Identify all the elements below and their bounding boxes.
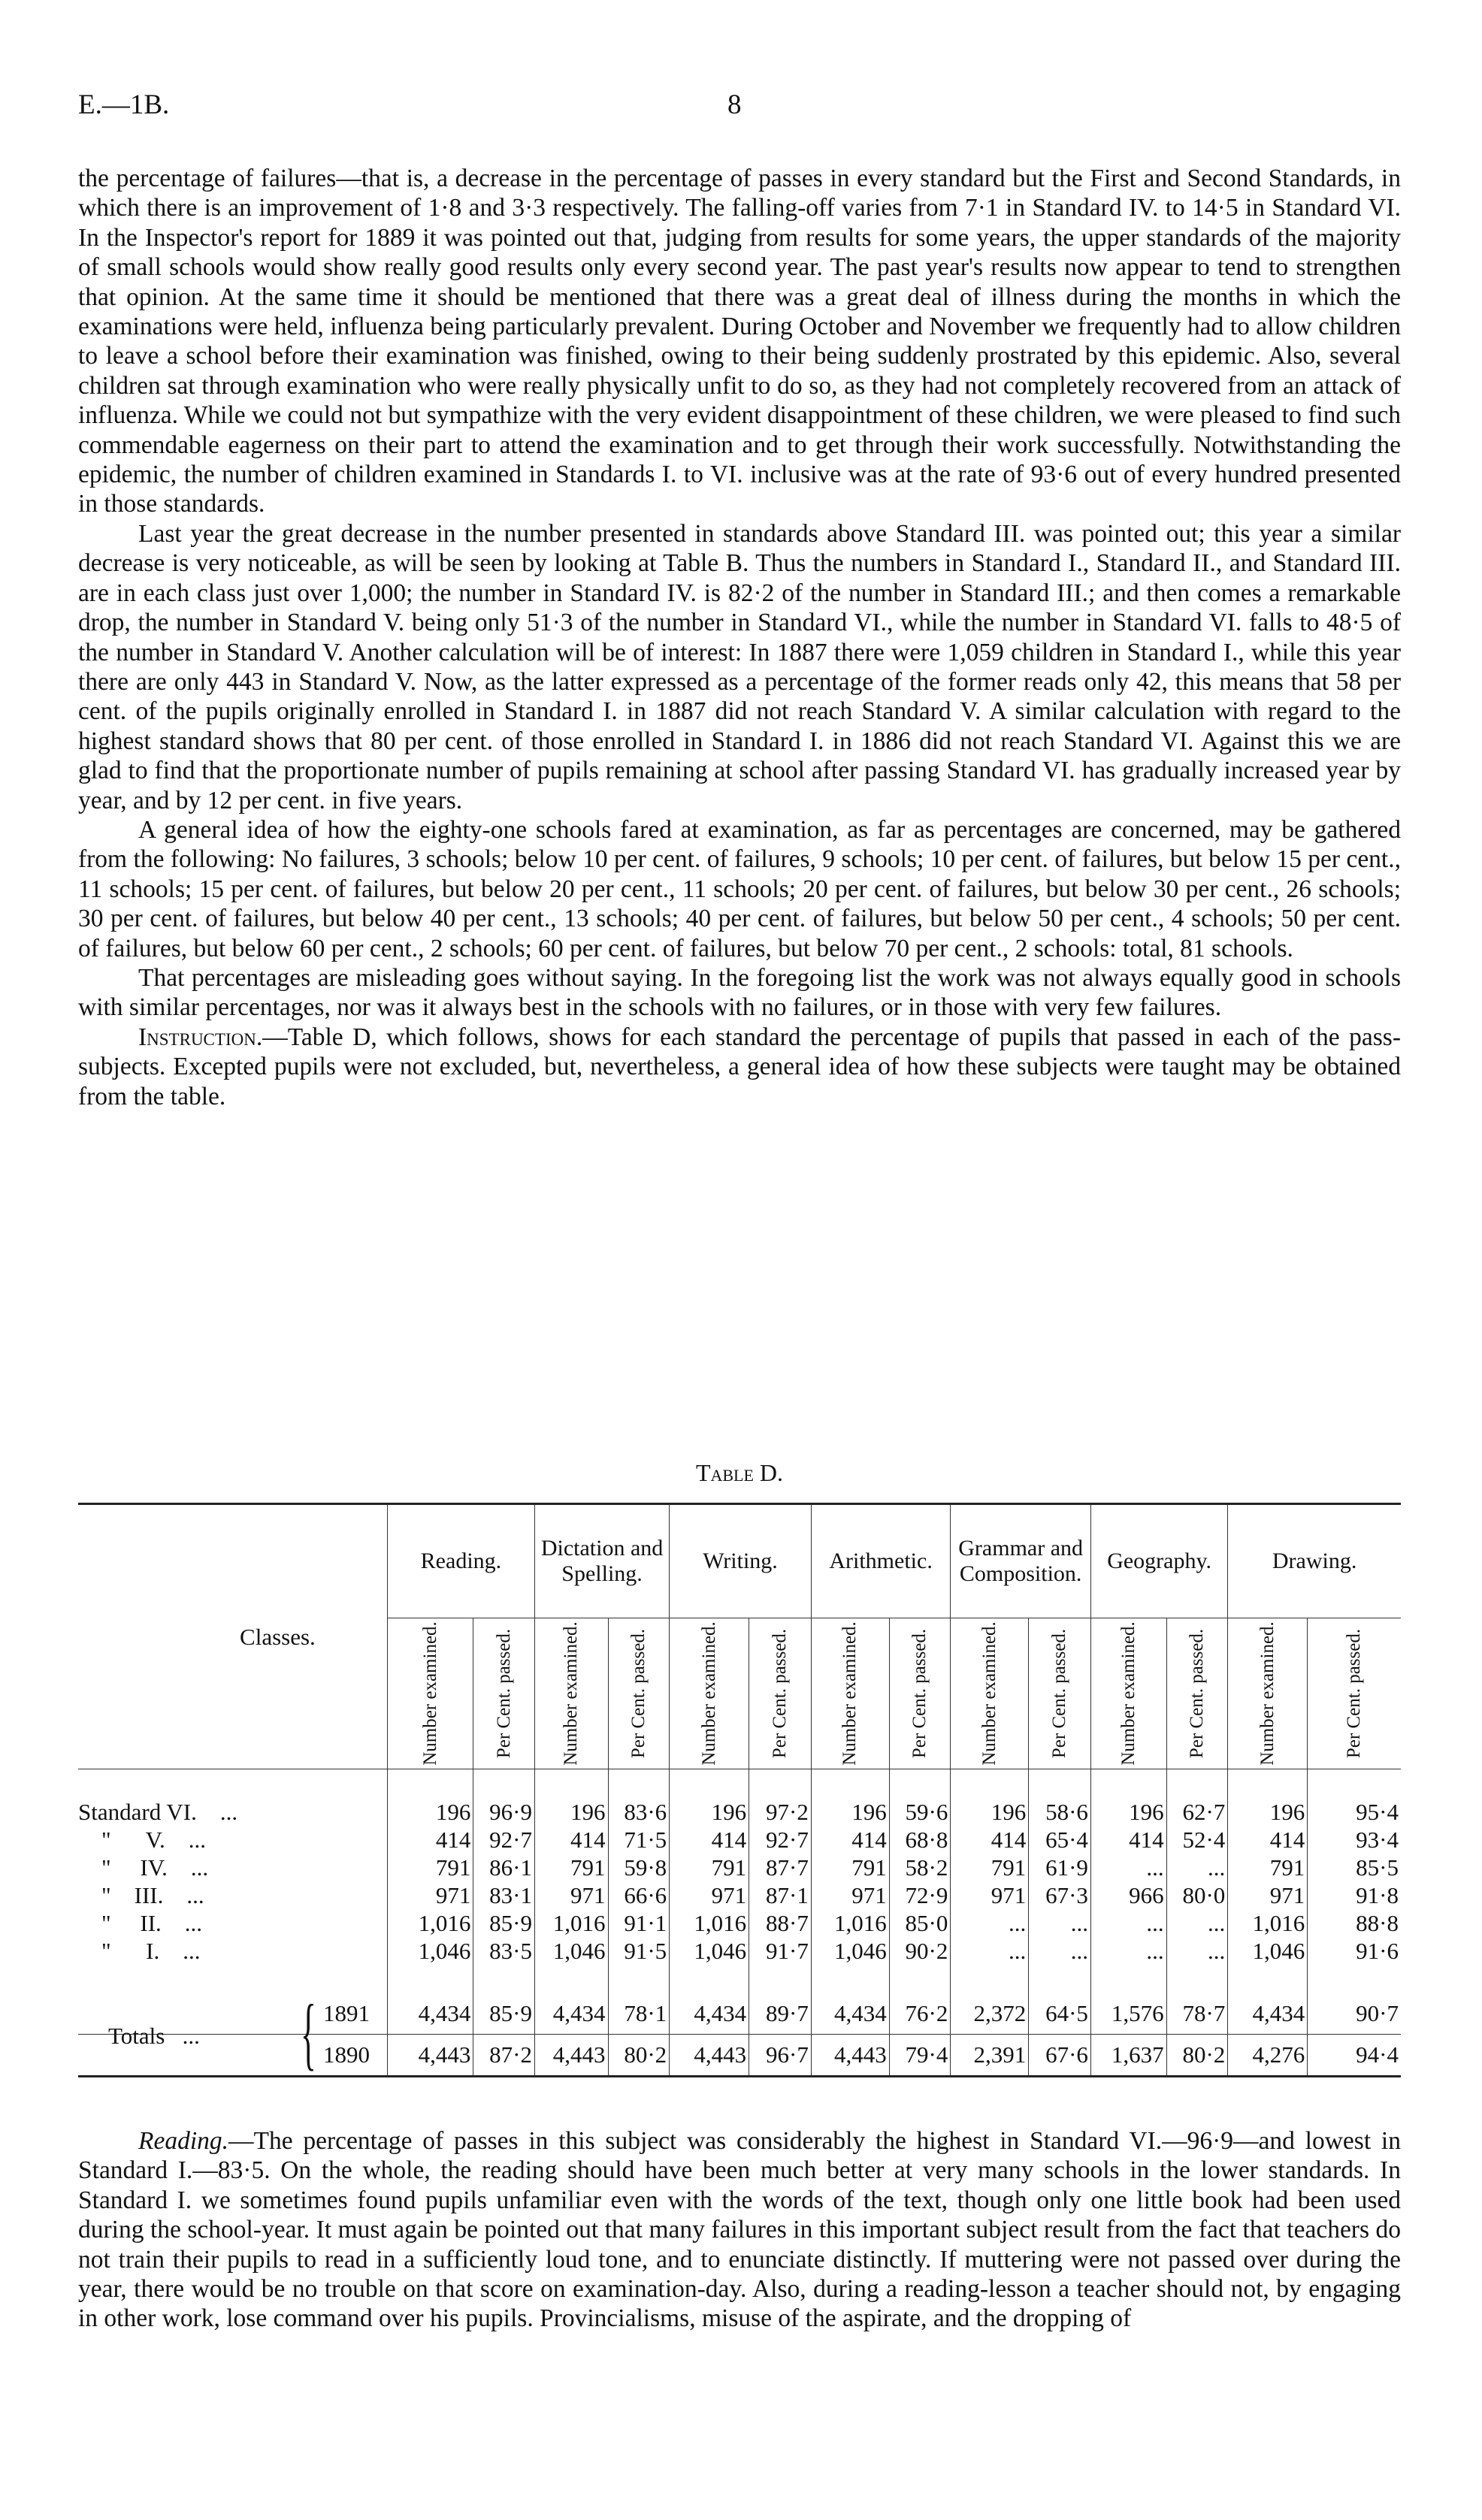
page-header bbox=[78, 89, 1401, 134]
table-cell: ... bbox=[1166, 1909, 1228, 1937]
table-cell: 87·1 bbox=[749, 1881, 812, 1909]
totals-cell: 2,391 bbox=[951, 2035, 1029, 2077]
table-title: Table D. bbox=[695, 1459, 784, 1486]
row-label: " I. ... bbox=[78, 1938, 201, 1964]
totals-cell: 1,637 bbox=[1090, 2035, 1166, 2077]
paragraph-school-results: A general idea of how the eighty-one schools fared at examination, as far as percentages are concerned, may be gathered from the following: No failures, 3 schools; below 10 per cent. of failures, 9 schools; 10 per cent. of failures, but below 15 per cent., 11 schools; 15 per cent. of failures, but below 20 per cent., 11 schools; 20 per cent. of failures, but below 30 per cent., 26 schools; 30 per cent. of failures, but below 40 per cent., 13 schools; 40 per cent. of failures, but below 50 per cent., 4 schools; 50 per cent. of failures, but below 60 per cent., 2 schools; 60 per cent. of failures, but below 70 per cent., 2 schools: total, 81 schools. bbox=[78, 815, 1401, 962]
table-cell: 196 bbox=[1090, 1798, 1166, 1826]
table-cell: ... bbox=[951, 1937, 1029, 1965]
totals-cell: 85·9 bbox=[473, 1993, 535, 2035]
table-cell: 414 bbox=[1090, 1826, 1166, 1854]
totals-year: 1890 bbox=[323, 2041, 370, 2068]
table-cell: 62·7 bbox=[1166, 1798, 1228, 1826]
number-examined-header bbox=[670, 1618, 749, 1769]
table-cell: 85·5 bbox=[1308, 1854, 1401, 1881]
table-cell: 83·6 bbox=[608, 1798, 670, 1826]
table-cell: 971 bbox=[811, 1881, 889, 1909]
totals-year-cell bbox=[78, 2035, 387, 2077]
table-cell: 791 bbox=[534, 1854, 608, 1881]
number-examined-header bbox=[1228, 1618, 1308, 1769]
totals-cell: 4,443 bbox=[534, 2035, 608, 2077]
totals-cell: 4,434 bbox=[534, 1993, 608, 2035]
table-cell: 88·7 bbox=[749, 1909, 812, 1937]
table-cell: 91·7 bbox=[749, 1937, 812, 1965]
totals-cell: 89·7 bbox=[749, 1993, 812, 2035]
number-examined-header bbox=[951, 1618, 1029, 1769]
table-cell: 65·4 bbox=[1029, 1826, 1091, 1854]
subject-header: Drawing. bbox=[1228, 1504, 1401, 1618]
table-cell: 91·6 bbox=[1308, 1937, 1401, 1965]
table-cell: 93·4 bbox=[1308, 1826, 1401, 1854]
paragraph-continuation: the percentage of failures—that is, a decrease in the percentage of passes in every standard but the First and Second Standards, in which there is an improvement of 1·8 and 3·3 respectively. The falling-off varies from 7·1 in Standard IV. to 14·5 in Standard VI. In the Inspector's report for 1889 it was pointed out that, judging from results for some years, the upper standards of the majority of small schools would show really good results only every second year. The past year's results now appear to tend to strengthen that opinion. At the same time it should be mentioned that there was a great deal of illness during the months in which the examinations were held, influenza being particularly prevalent. During October and November we frequently had to allow children to leave a school before their examination was finished, owing to their being suddenly prostrated by this epidemic. Also, several children sat through examination who were really physically unfit to do so, as they had not completely recovered from an attack of influenza. While we could not but sympathize with the very evident disappointment of these children, we were pleased to find such commendable eagerness on their part to attend the examination and to get through their work successfully. Notwithstanding the epidemic, the number of children examined in Standards I. to VI. inclusive was at the rate of 93·6 out of every hundred presented in those standards. bbox=[78, 165, 1401, 518]
table-cell: 791 bbox=[811, 1854, 889, 1881]
table-row bbox=[78, 1881, 1401, 1909]
table-cell: 90·2 bbox=[889, 1937, 951, 1965]
number-examined-header bbox=[534, 1618, 608, 1769]
per-cent-passed-header bbox=[1308, 1618, 1401, 1769]
table-cell: 58·2 bbox=[889, 1854, 951, 1881]
per-cent-passed-header bbox=[608, 1618, 670, 1769]
totals-cell: 96·7 bbox=[749, 2035, 812, 2077]
instruction-heading: Instruction. bbox=[138, 1023, 263, 1051]
sub-header-label: Number examined. bbox=[1257, 1621, 1278, 1766]
table-cell: 414 bbox=[387, 1826, 473, 1854]
sub-header-label: Per Cent. passed. bbox=[1344, 1628, 1365, 1759]
reading-text: —The percentage of passes in this subject was considerably the highest in Standard VI.—96·9—and lowest in Standard I.—83·5. On the whole, the reading should have been much better at very many schools in the lower standards. In Standard I. we sometimes found pupils unfamiliar even with the words of the text, though only one little book had been used during the school-year. It must again be pointed out that many failures in this important subject result from the fact that teachers do not train their pupils to read in a sufficiently loud tone, and to enunciate distinctly. If muttering were not passed over during the year, there would be no trouble on that score on examination-day. Also, during a reading-lesson a teacher should not, by engaging in other work, lose command over his pupils. Provincialisms, misuse of the aspirate, and the dropping of bbox=[78, 2127, 1401, 2333]
table-cell: 196 bbox=[951, 1798, 1029, 1826]
table-cell: 414 bbox=[1228, 1826, 1308, 1854]
table-cell: 58·6 bbox=[1029, 1798, 1091, 1826]
table-cell: 196 bbox=[387, 1798, 473, 1826]
totals-row bbox=[78, 1993, 1401, 2035]
sub-header-label: Per Cent. passed. bbox=[770, 1628, 790, 1759]
subject-header: Writing. bbox=[670, 1504, 812, 1618]
totals-cell: 4,434 bbox=[670, 1993, 749, 2035]
table-cell: 971 bbox=[951, 1881, 1029, 1909]
sub-header-label: Number examined. bbox=[419, 1621, 440, 1766]
totals-label: Totals ... bbox=[108, 2023, 200, 2049]
table-cell: 85·9 bbox=[473, 1909, 535, 1937]
table-cell: 87·7 bbox=[749, 1854, 812, 1881]
table-cell: 1,016 bbox=[670, 1909, 749, 1937]
table-cell: 414 bbox=[811, 1826, 889, 1854]
totals-cell: 79·4 bbox=[889, 2035, 951, 2077]
totals-cell: 4,434 bbox=[811, 1993, 889, 2035]
number-examined-header bbox=[387, 1618, 473, 1769]
table-d bbox=[78, 1503, 1401, 2077]
table-row bbox=[78, 1826, 1401, 1854]
row-label: " IV. ... bbox=[78, 1854, 209, 1881]
totals-cell: 80·2 bbox=[608, 2035, 670, 2077]
table-row bbox=[78, 1937, 1401, 1965]
subject-header: Arithmetic. bbox=[811, 1504, 951, 1618]
page-number: 8 bbox=[727, 89, 742, 120]
totals-cell: 90·7 bbox=[1308, 1993, 1401, 2035]
totals-cell: 94·4 bbox=[1308, 2035, 1401, 2077]
table-cell: 791 bbox=[1228, 1854, 1308, 1881]
table-cell: 92·7 bbox=[749, 1826, 812, 1854]
subject-header: Grammar and Composition. bbox=[951, 1504, 1091, 1618]
table-cell: ... bbox=[1090, 1854, 1166, 1881]
table-cell: 86·1 bbox=[473, 1854, 535, 1881]
sub-header-label: Number examined. bbox=[978, 1621, 1000, 1766]
table-cell: 196 bbox=[670, 1798, 749, 1826]
table-cell: 414 bbox=[534, 1826, 608, 1854]
per-cent-passed-header bbox=[1166, 1618, 1228, 1769]
table-cell: 196 bbox=[811, 1798, 889, 1826]
totals-row bbox=[78, 2035, 1401, 2077]
totals-cell: 4,434 bbox=[1228, 1993, 1308, 2035]
table-cell: 80·0 bbox=[1166, 1881, 1228, 1909]
paragraph-instruction bbox=[78, 1023, 1401, 1111]
table-cell: 1,046 bbox=[670, 1937, 749, 1965]
table-cell: 971 bbox=[1228, 1881, 1308, 1909]
table-cell: 52·4 bbox=[1166, 1826, 1228, 1854]
number-examined-header bbox=[1090, 1618, 1166, 1769]
row-label: Standard VI. ... bbox=[78, 1799, 238, 1825]
table-cell: 91·1 bbox=[608, 1909, 670, 1937]
table-cell: ... bbox=[1029, 1909, 1091, 1937]
totals-cell: 4,443 bbox=[387, 2035, 473, 2077]
totals-cell: 78·1 bbox=[608, 1993, 670, 2035]
row-label: " V. ... bbox=[78, 1827, 206, 1853]
table-cell: ... bbox=[1090, 1937, 1166, 1965]
sub-header-label: Per Cent. passed. bbox=[1049, 1628, 1070, 1759]
table-cell: 1,016 bbox=[387, 1909, 473, 1937]
row-label: " III. ... bbox=[78, 1882, 204, 1908]
sub-header-label: Number examined. bbox=[1118, 1621, 1139, 1766]
table-cell: 67·3 bbox=[1029, 1881, 1091, 1909]
table-cell: 61·9 bbox=[1029, 1854, 1091, 1881]
table-cell: 1,046 bbox=[1228, 1937, 1308, 1965]
table-cell: 91·5 bbox=[608, 1937, 670, 1965]
sub-header-label: Per Cent. passed. bbox=[628, 1628, 649, 1759]
table-cell: 83·1 bbox=[473, 1881, 535, 1909]
row-label: " II. ... bbox=[78, 1910, 203, 1936]
table-cell: 96·9 bbox=[473, 1798, 535, 1826]
per-cent-passed-header bbox=[889, 1618, 951, 1769]
table-cell: 92·7 bbox=[473, 1826, 535, 1854]
sub-header-label: Per Cent. passed. bbox=[909, 1628, 930, 1759]
table-cell: ... bbox=[1029, 1937, 1091, 1965]
table-cell: 791 bbox=[670, 1854, 749, 1881]
table-cell: 791 bbox=[387, 1854, 473, 1881]
table-cell: ... bbox=[1090, 1909, 1166, 1937]
table-cell: ... bbox=[1166, 1937, 1228, 1965]
totals-cell: 64·5 bbox=[1029, 1993, 1091, 2035]
table-cell: 1,016 bbox=[534, 1909, 608, 1937]
table-cell: 1,016 bbox=[1228, 1909, 1308, 1937]
subject-header: Geography. bbox=[1090, 1504, 1227, 1618]
table-row bbox=[78, 1909, 1401, 1937]
totals-cell: 87·2 bbox=[473, 2035, 535, 2077]
body-text bbox=[78, 164, 1401, 1111]
table-cell: 414 bbox=[951, 1826, 1029, 1854]
classes-header: Classes. bbox=[78, 1504, 387, 1769]
sub-header-label: Number examined. bbox=[698, 1621, 719, 1766]
table-cell: 1,046 bbox=[534, 1937, 608, 1965]
subject-header: Reading. bbox=[387, 1504, 534, 1618]
totals-cell: 4,434 bbox=[387, 1993, 473, 2035]
sub-header-label: Per Cent. passed. bbox=[493, 1628, 514, 1759]
totals-cell: 4,443 bbox=[670, 2035, 749, 2077]
table-cell: 71·5 bbox=[608, 1826, 670, 1854]
paragraph-percentages-misleading: That percentages are misleading goes without saying. In the foregoing list the work was not always equally good in schools with similar percentages, nor was it always best in the schools with no failures, or in those with very few failures. bbox=[78, 963, 1401, 1022]
table-cell: 72·9 bbox=[889, 1881, 951, 1909]
table-cell: 85·0 bbox=[889, 1909, 951, 1937]
totals-cell: 78·7 bbox=[1166, 1993, 1228, 2035]
totals-cell: 4,443 bbox=[811, 2035, 889, 2077]
table-cell: 66·6 bbox=[608, 1881, 670, 1909]
totals-cell: 1,576 bbox=[1090, 1993, 1166, 2035]
table-cell: 971 bbox=[670, 1881, 749, 1909]
table-cell: 1,046 bbox=[387, 1937, 473, 1965]
table-cell: 966 bbox=[1090, 1881, 1166, 1909]
sub-header-label: Per Cent. passed. bbox=[1186, 1628, 1207, 1759]
table-cell: 1,016 bbox=[811, 1909, 889, 1937]
sub-header-label: Number examined. bbox=[839, 1621, 860, 1766]
table-cell: 95·4 bbox=[1308, 1798, 1401, 1826]
totals-cell: 2,372 bbox=[951, 1993, 1029, 2035]
table-cell: 414 bbox=[670, 1826, 749, 1854]
table-cell: 1,046 bbox=[811, 1937, 889, 1965]
table-cell: 196 bbox=[534, 1798, 608, 1826]
table-cell: ... bbox=[1166, 1854, 1228, 1881]
brace: { bbox=[301, 1989, 316, 2078]
table-cell: 791 bbox=[951, 1854, 1029, 1881]
table-cell: 59·8 bbox=[608, 1854, 670, 1881]
reading-paragraph bbox=[78, 2126, 1401, 2334]
number-examined-header bbox=[811, 1618, 889, 1769]
totals-cell: 67·6 bbox=[1029, 2035, 1091, 2077]
reading-heading: Reading. bbox=[138, 2127, 229, 2155]
per-cent-passed-header bbox=[749, 1618, 812, 1769]
table-row bbox=[78, 1854, 1401, 1881]
table-cell: 91·8 bbox=[1308, 1881, 1401, 1909]
table-cell: ... bbox=[951, 1909, 1029, 1937]
paragraph-standards-decrease: Last year the great decrease in the number presented in standards above Standard III. was pointed out; this year a similar decrease is very noticeable, as will be seen by looking at Table B. Thus the numbers in Standard I., Standard II., and Standard III. are in each class just over 1,000; the number in Standard IV. is 82·2 of the number in Standard III.; and then comes a remarkable drop, the number in Standard V. being only 51·3 of the number in Standard VI., while the number in Standard VI. falls to 48·5 of the number in Standard V. Another calculation will be of interest: In 1887 there were 1,059 children in Standard I., while this year there are only 443 in Standard V. Now, as the latter expressed as a percentage of the former reads only 42, this means that 58 per cent. of the pupils originally enrolled in Standard I. in 1887 did not reach Standard V. A similar calculation with regard to the highest standard shows that 80 per cent. of those enrolled in Standard I. in 1886 did not reach Standard VI. Against this we are glad to find that the proportionate number of pupils remaining at school after passing Standard VI. has gradually increased year by year, and by 12 per cent. in five years. bbox=[78, 519, 1401, 814]
document-code: E.—1B. bbox=[78, 89, 170, 120]
subject-header: Dictation and Spelling. bbox=[534, 1504, 669, 1618]
instruction-text: —Table D, which follows, shows for each standard the percentage of pupils that passed in each of the pass-subjects. Excepted pupils were not excluded, but, nevertheless, a general idea of how these subjects were taught may be obtained from the table. bbox=[78, 1023, 1401, 1110]
per-cent-passed-header bbox=[1029, 1618, 1091, 1769]
reading-section bbox=[78, 2126, 1401, 2334]
table-cell: 59·6 bbox=[889, 1798, 951, 1826]
table-cell: 971 bbox=[534, 1881, 608, 1909]
table-cell: 68·8 bbox=[889, 1826, 951, 1854]
per-cent-passed-header bbox=[473, 1618, 535, 1769]
totals-year: 1891 bbox=[323, 2000, 370, 2026]
totals-cell: 76·2 bbox=[889, 1993, 951, 2035]
table-cell: 97·2 bbox=[749, 1798, 812, 1826]
table-cell: 196 bbox=[1228, 1798, 1308, 1826]
table-cell: 88·8 bbox=[1308, 1909, 1401, 1937]
totals-cell: 80·2 bbox=[1166, 2035, 1228, 2077]
sub-header-label: Number examined. bbox=[561, 1621, 582, 1766]
table-row bbox=[78, 1798, 1401, 1826]
totals-cell: 4,276 bbox=[1228, 2035, 1308, 2077]
table-cell: 971 bbox=[387, 1881, 473, 1909]
table-cell: 83·5 bbox=[473, 1937, 535, 1965]
